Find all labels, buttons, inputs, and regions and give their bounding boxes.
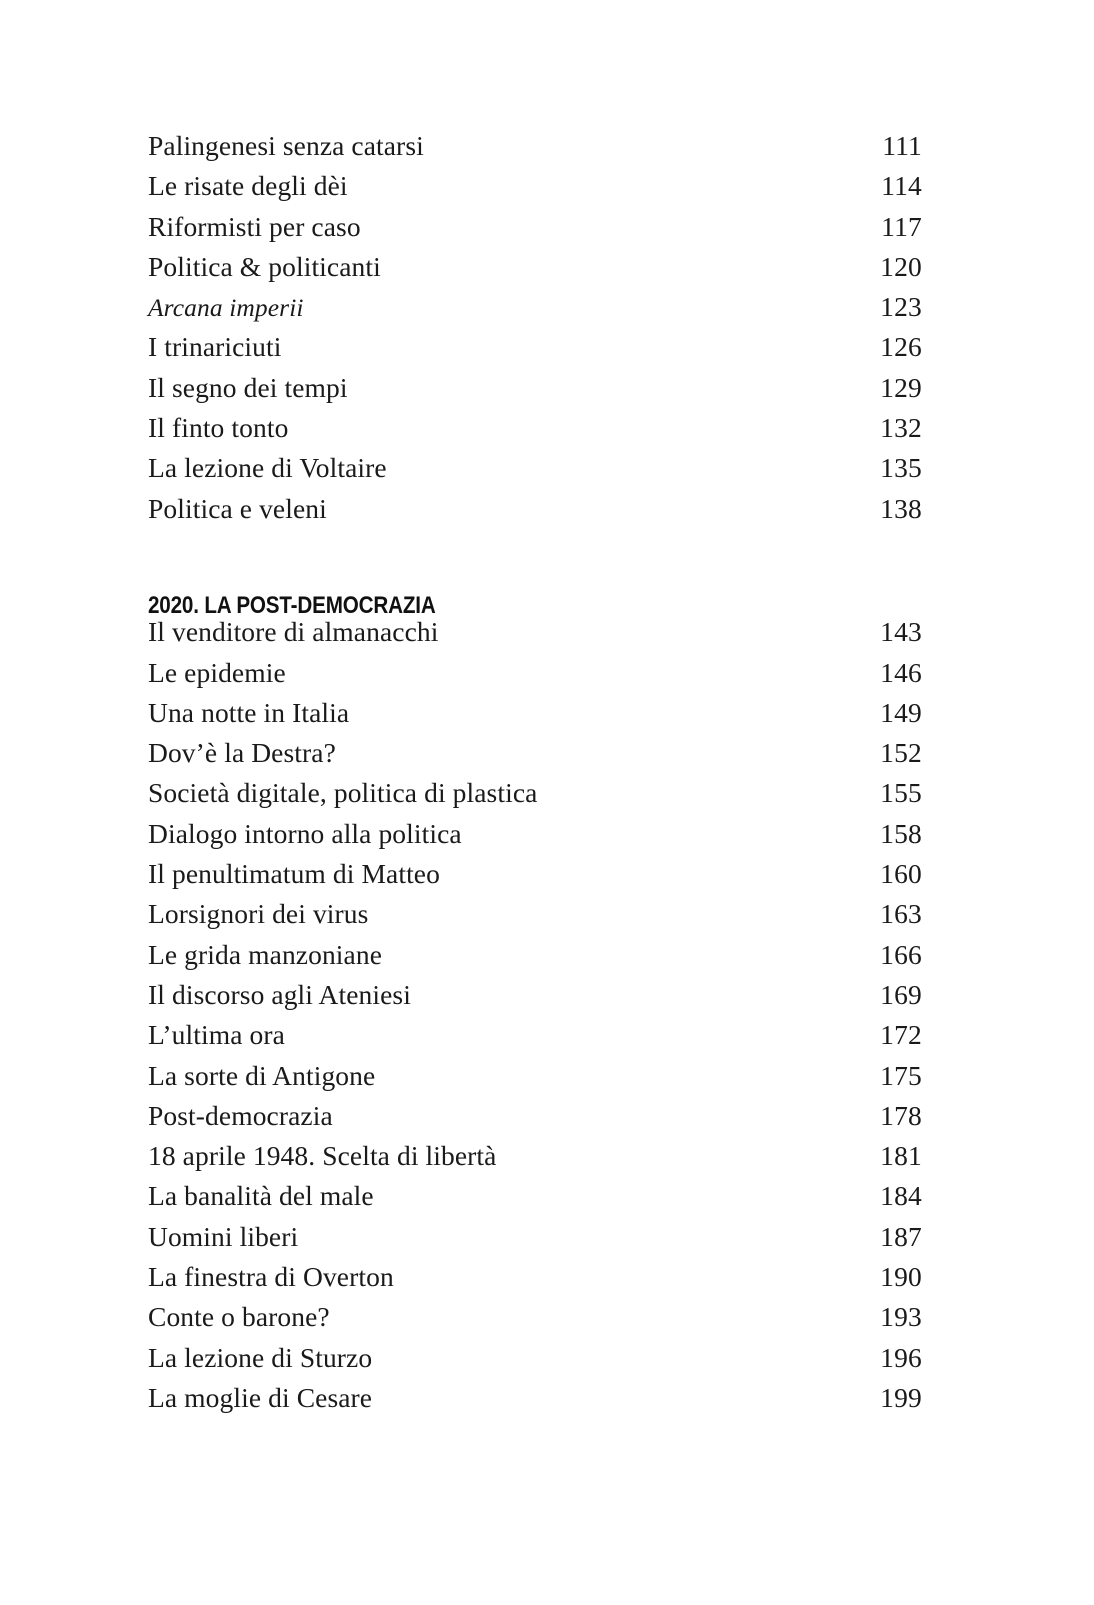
toc-entry[interactable] xyxy=(148,1142,922,1182)
toc-entry-page-number: 190 xyxy=(880,1261,922,1293)
toc-entry[interactable] xyxy=(148,696,922,739)
toc-entry-page-number: 181 xyxy=(880,1140,922,1172)
toc-entry-page-number: 160 xyxy=(880,858,922,890)
toc-entry-title: Politica e veleni xyxy=(148,492,327,524)
toc-entry-title: L’ultima ora xyxy=(148,1019,285,1051)
toc-entry-page-number: 117 xyxy=(881,210,922,242)
toc-entry[interactable] xyxy=(148,414,922,454)
toc-entry-title: Le grida manzoniane xyxy=(148,938,383,970)
toc-entry-title: Palingenesi senza catarsi xyxy=(148,130,424,161)
toc-entry-title: La sorte di Antigone xyxy=(148,1059,376,1091)
toc-entry-page-number: 199 xyxy=(880,1381,922,1413)
toc-entry-title: La finestra di Overton xyxy=(148,1261,394,1293)
toc-entry[interactable] xyxy=(148,1182,922,1222)
section-heading: 2020. LA POST-DEMOCRAZIA xyxy=(148,592,436,620)
section-spacer xyxy=(148,535,922,578)
toc-entry-title: Arcana imperii xyxy=(148,293,304,323)
toc-entry-title: Post-democrazia xyxy=(148,1099,333,1131)
toc-entry-page-number: 149 xyxy=(880,696,922,728)
toc-entry-page-number: 193 xyxy=(880,1301,922,1333)
toc-entry[interactable] xyxy=(148,900,922,940)
toc-entry-page-number: 138 xyxy=(880,492,922,524)
toc-entry[interactable] xyxy=(148,860,922,900)
toc-entry-page-number: 143 xyxy=(880,616,922,648)
toc-entry-page-number: 126 xyxy=(880,331,922,363)
toc-entry-page-number: 123 xyxy=(880,291,922,323)
toc-entry[interactable] xyxy=(148,1263,922,1303)
toc-entry[interactable] xyxy=(148,1059,922,1102)
toc-entry-page-number: 129 xyxy=(880,371,922,403)
toc-entry-page-number: 132 xyxy=(880,412,922,444)
toc-entry-title: Uomini liberi xyxy=(148,1220,299,1252)
toc-entry[interactable] xyxy=(148,1341,922,1384)
toc-entry-title: Il finto tonto xyxy=(148,412,289,444)
toc-entry[interactable] xyxy=(148,210,922,253)
toc-entry[interactable] xyxy=(148,938,922,981)
toc-entry-title: Riformisti per caso xyxy=(148,210,361,242)
toc-entry-title: Dov’è la Destra? xyxy=(148,737,336,769)
toc-entry[interactable] xyxy=(148,978,922,1021)
toc-entry-page-number: 196 xyxy=(880,1341,922,1373)
toc-entry[interactable] xyxy=(148,293,922,333)
toc-entry-title: La lezione di Voltaire xyxy=(148,452,387,484)
toc-entry[interactable] xyxy=(148,250,922,293)
toc-entry[interactable] xyxy=(148,1303,922,1343)
toc-entry[interactable] xyxy=(148,1099,922,1142)
toc-entry-page-number: 158 xyxy=(880,817,922,849)
toc-entry[interactable] xyxy=(148,1381,922,1424)
toc-entry[interactable] xyxy=(148,618,922,658)
toc-entry-page-number: 155 xyxy=(880,777,922,809)
toc-entry-title: La lezione di Sturzo xyxy=(148,1341,373,1373)
toc-entry-title: Dialogo intorno alla politica xyxy=(148,817,462,849)
toc-entry[interactable] xyxy=(148,492,922,535)
toc-entry-title: Una notte in Italia xyxy=(148,696,350,728)
section-heading-row xyxy=(148,578,922,618)
toc-entry[interactable] xyxy=(148,371,922,414)
toc-entry-title: 18 aprile 1948. Scelta di libertà xyxy=(148,1140,497,1172)
toc-entry-title: Il segno dei tempi xyxy=(148,371,348,403)
table-of-contents xyxy=(148,132,922,1424)
toc-entry[interactable] xyxy=(148,1021,922,1061)
toc-entry-page-number: 152 xyxy=(880,737,922,769)
toc-entry-page-number: 111 xyxy=(882,130,922,161)
toc-entry[interactable] xyxy=(148,779,922,819)
toc-entry[interactable] xyxy=(148,333,922,373)
toc-entry[interactable] xyxy=(148,817,922,860)
toc-entry-page-number: 135 xyxy=(880,452,922,484)
toc-entry-page-number: 120 xyxy=(880,250,922,282)
toc-entry-title: Il discorso agli Ateniesi xyxy=(148,978,411,1010)
toc-entry-page-number: 175 xyxy=(880,1059,922,1091)
toc-entry[interactable] xyxy=(148,132,922,172)
toc-entry-title: Il penultimatum di Matteo xyxy=(148,858,440,890)
toc-entry[interactable] xyxy=(148,739,922,779)
toc-entry-title: Lorsignori dei virus xyxy=(148,898,369,930)
toc-entry-title: Il venditore di almanacchi xyxy=(148,616,439,648)
toc-entry-title: I trinariciuti xyxy=(148,331,282,363)
toc-entry-title: Conte o barone? xyxy=(148,1301,330,1333)
toc-entry-page-number: 169 xyxy=(880,978,922,1010)
toc-entry-page-number: 184 xyxy=(880,1180,922,1212)
toc-entry-title: Politica & politicanti xyxy=(148,250,381,282)
toc-entry-title: La moglie di Cesare xyxy=(148,1381,373,1413)
toc-entry-page-number: 166 xyxy=(880,938,922,970)
toc-entry[interactable] xyxy=(148,1220,922,1263)
toc-entry-title: Società digitale, politica di plastica xyxy=(148,777,538,809)
toc-entry-title: La banalità del male xyxy=(148,1180,374,1212)
toc-entry-title: Le epidemie xyxy=(148,656,286,688)
toc-entry[interactable] xyxy=(148,656,922,699)
toc-entry-page-number: 146 xyxy=(880,656,922,688)
toc-entry[interactable] xyxy=(148,172,922,212)
toc-entry-page-number: 163 xyxy=(880,898,922,930)
toc-entry-page-number: 114 xyxy=(881,170,922,202)
toc-entry-page-number: 187 xyxy=(880,1220,922,1252)
toc-entry-title: Le risate degli dèi xyxy=(148,170,348,202)
toc-entry-page-number: 172 xyxy=(880,1019,922,1051)
toc-entry[interactable] xyxy=(148,454,922,494)
toc-entry-page-number: 178 xyxy=(880,1099,922,1131)
